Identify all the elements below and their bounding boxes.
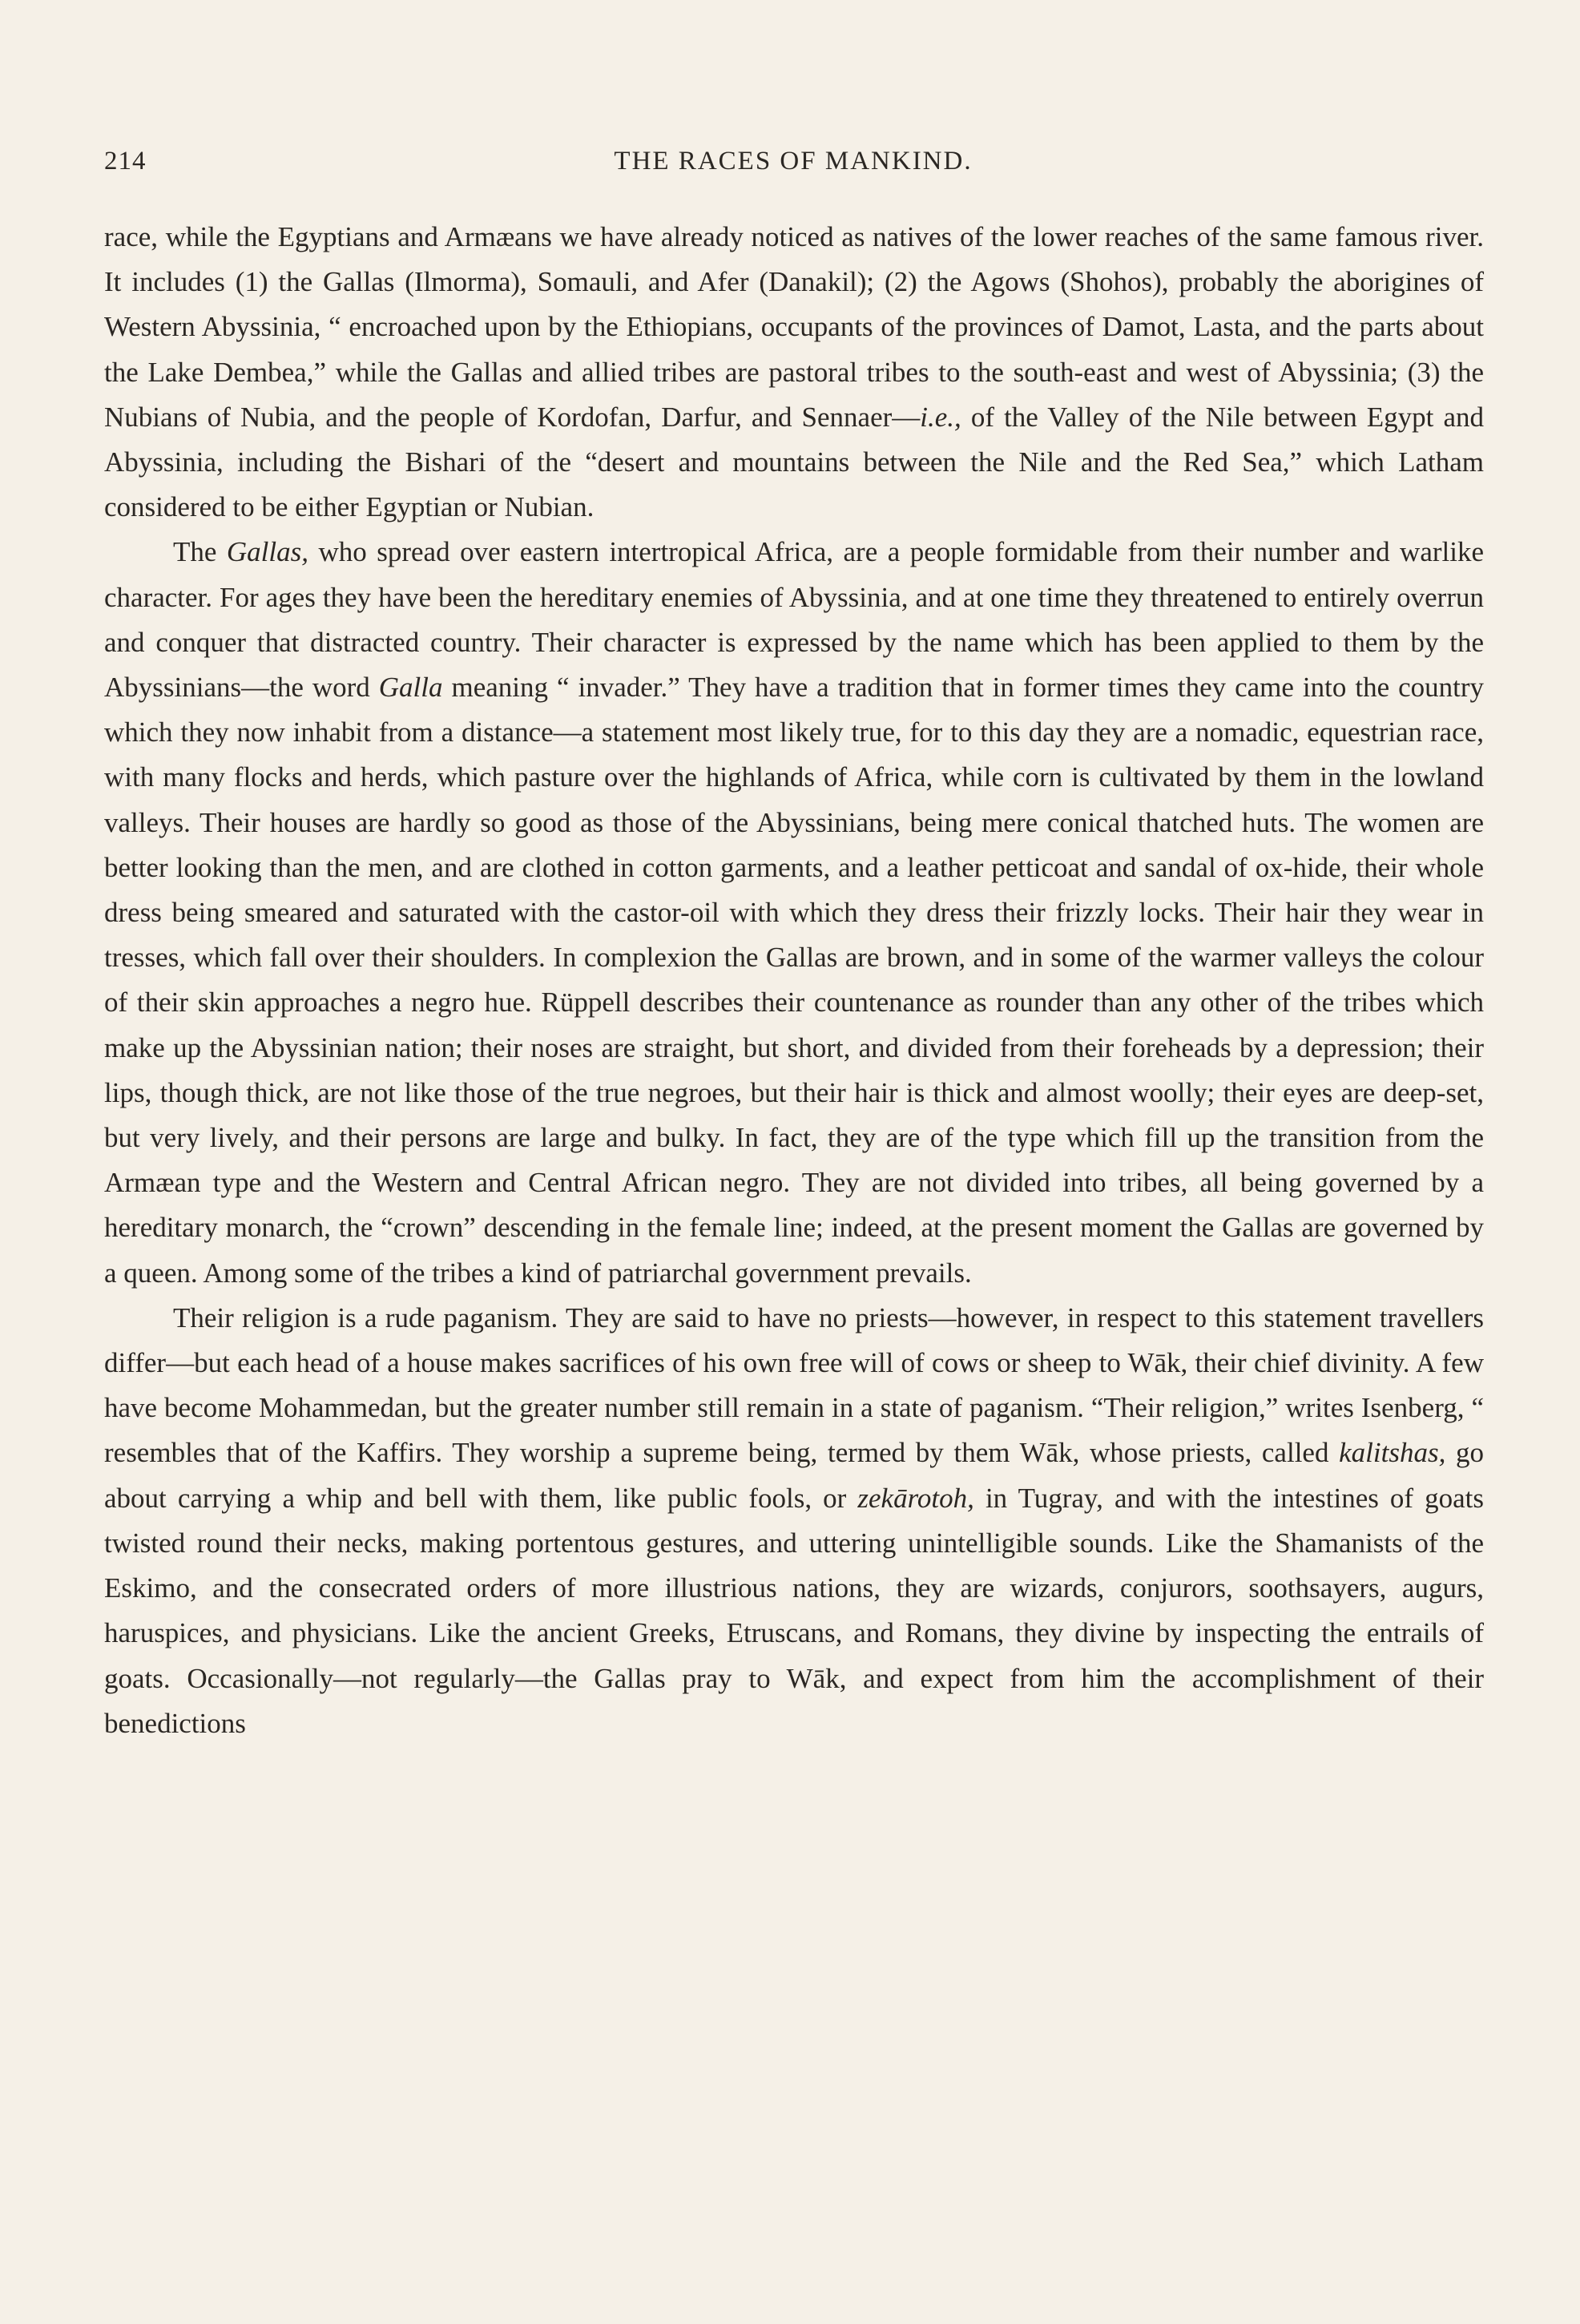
- text-span: meaning “ invader.” They have a tradition that in former times they came into the country which they now inhabit from a distance—a statement most likely true, for to this day they are a nomadic, equestrian race, with many flocks and herds, which pasture over the highlands of Africa, while corn is cultivated by them in the lowland valleys. Their houses are hardly so good as those of the Abyssinians, being mere conical thatched huts. The women are better looking than the men, and are clothed in cotton garments, and a leather petticoat and sandal of ox-hide, their whole dress being smeared and saturated with the castor-oil with which they dress their frizzly locks. Their hair they wear in tresses, which fall over their shoulders. In complexion the Gallas are brown, and in some of the warmer valleys the colour of their skin approaches a negro hue. Rüppell describes their countenance as rounder than any other of the tribes which make up the Abyssinian nation; their noses are straight, but short, and divided from their foreheads by a depression; their lips, though thick, are not like those of the true negroes, but their hair is thick and almost woolly; their eyes are deep-set, but very lively, and their persons are large and bulky. In fact, they are of the type which fill up the transition from the Armæan type and the Western and Central African negro. They are not divided into tribes, all being governed by a hereditary monarch, the “crown” descending in the female line; indeed, at the present moment the Gallas are governed by a queen. Among some of the tribes a kind of patriarchal government prevails.: [104, 672, 1485, 1289]
- italic-span: kalitshas,: [1339, 1437, 1446, 1469]
- paragraph-3: [104, 1296, 1484, 1746]
- running-title: THE RACES OF MANKIND.: [614, 147, 973, 176]
- italic-span: zekārotoh,: [857, 1482, 974, 1514]
- text-span: who spread over eastern intertropical Africa, are a people formidable from their number and warlike character. For ages they have been the hereditary enemies of Abyssinia, and at one time they threatened to entirely overrun and conquer that distracted country. Their character is expressed by the name which has been applied to them by the Abyssinians—the word: [104, 536, 1485, 704]
- paragraph-1: [104, 215, 1484, 530]
- text-span: go about carrying a whip and bell with them, like public fools, or: [104, 1437, 1484, 1514]
- page-number: 214: [104, 147, 147, 176]
- italic-span: i.e.,: [920, 401, 961, 433]
- text-span: race, while the Egyptians and Armæans we have already noticed as natives of the lower reaches of the same famous river. It includes (1) the Gallas (Ilmorma), Somauli, and Afer (Danakil); (2) the Agows (Shohos), probably the aborigines of Western Abyssinia, “ encroached upon by the Ethiopians, occupants of the provinces of Damot, Lasta, and the parts about the Lake Dembea,” while the Gallas and allied tribes are pastoral tribes to the south-east and west of Abyssinia; (3) the Nubians of Nubia, and the people of Kordofan, Darfur, and Sennaer—: [104, 221, 1484, 433]
- body-text: [104, 215, 1484, 1746]
- running-head: [104, 147, 1482, 187]
- italic-span: Galla: [378, 672, 443, 704]
- text-span: The: [173, 536, 227, 568]
- text-span: Their religion is a rude paganism. They are said to have no priests—however, in respect to this statement travellers differ—but each head of a house makes sacrifices of his own free will of cows or sheep to Wāk, their chief divinity. A few have become Mohammedan, but the greater number still remain in a state of paganism. “Their religion,” writes Isenberg, “ resembles that of the Kaffirs. They worship a supreme being, termed by them Wāk, whose priests, called: [104, 1301, 1484, 1469]
- text-span: of the Valley of the Nile between Egypt and Abyssinia, including the Bishari of the “desert and mountains between the Nile and the Red Sea,” which Latham considered to be either Egyptian or Nubian.: [104, 401, 1484, 523]
- italic-span: Gallas,: [226, 536, 309, 568]
- paragraph-2: [104, 530, 1484, 1295]
- text-span: in Tugray, and with the intestines of goats twisted round their necks, making portentous gestures, and uttering unintelligible sounds. Like the Shamanists of the Eskimo, and the consecrated orders of more illustrious nations, they are wizards, conjurors, soothsayers, augurs, haruspices, and physicians. Like the ancient Greeks, Etruscans, and Romans, they divine by inspecting the entrails of goats. Occasionally—not regularly—the Gallas pray to Wāk, and expect from him the accomplishment of their benedictions: [104, 1482, 1484, 1739]
